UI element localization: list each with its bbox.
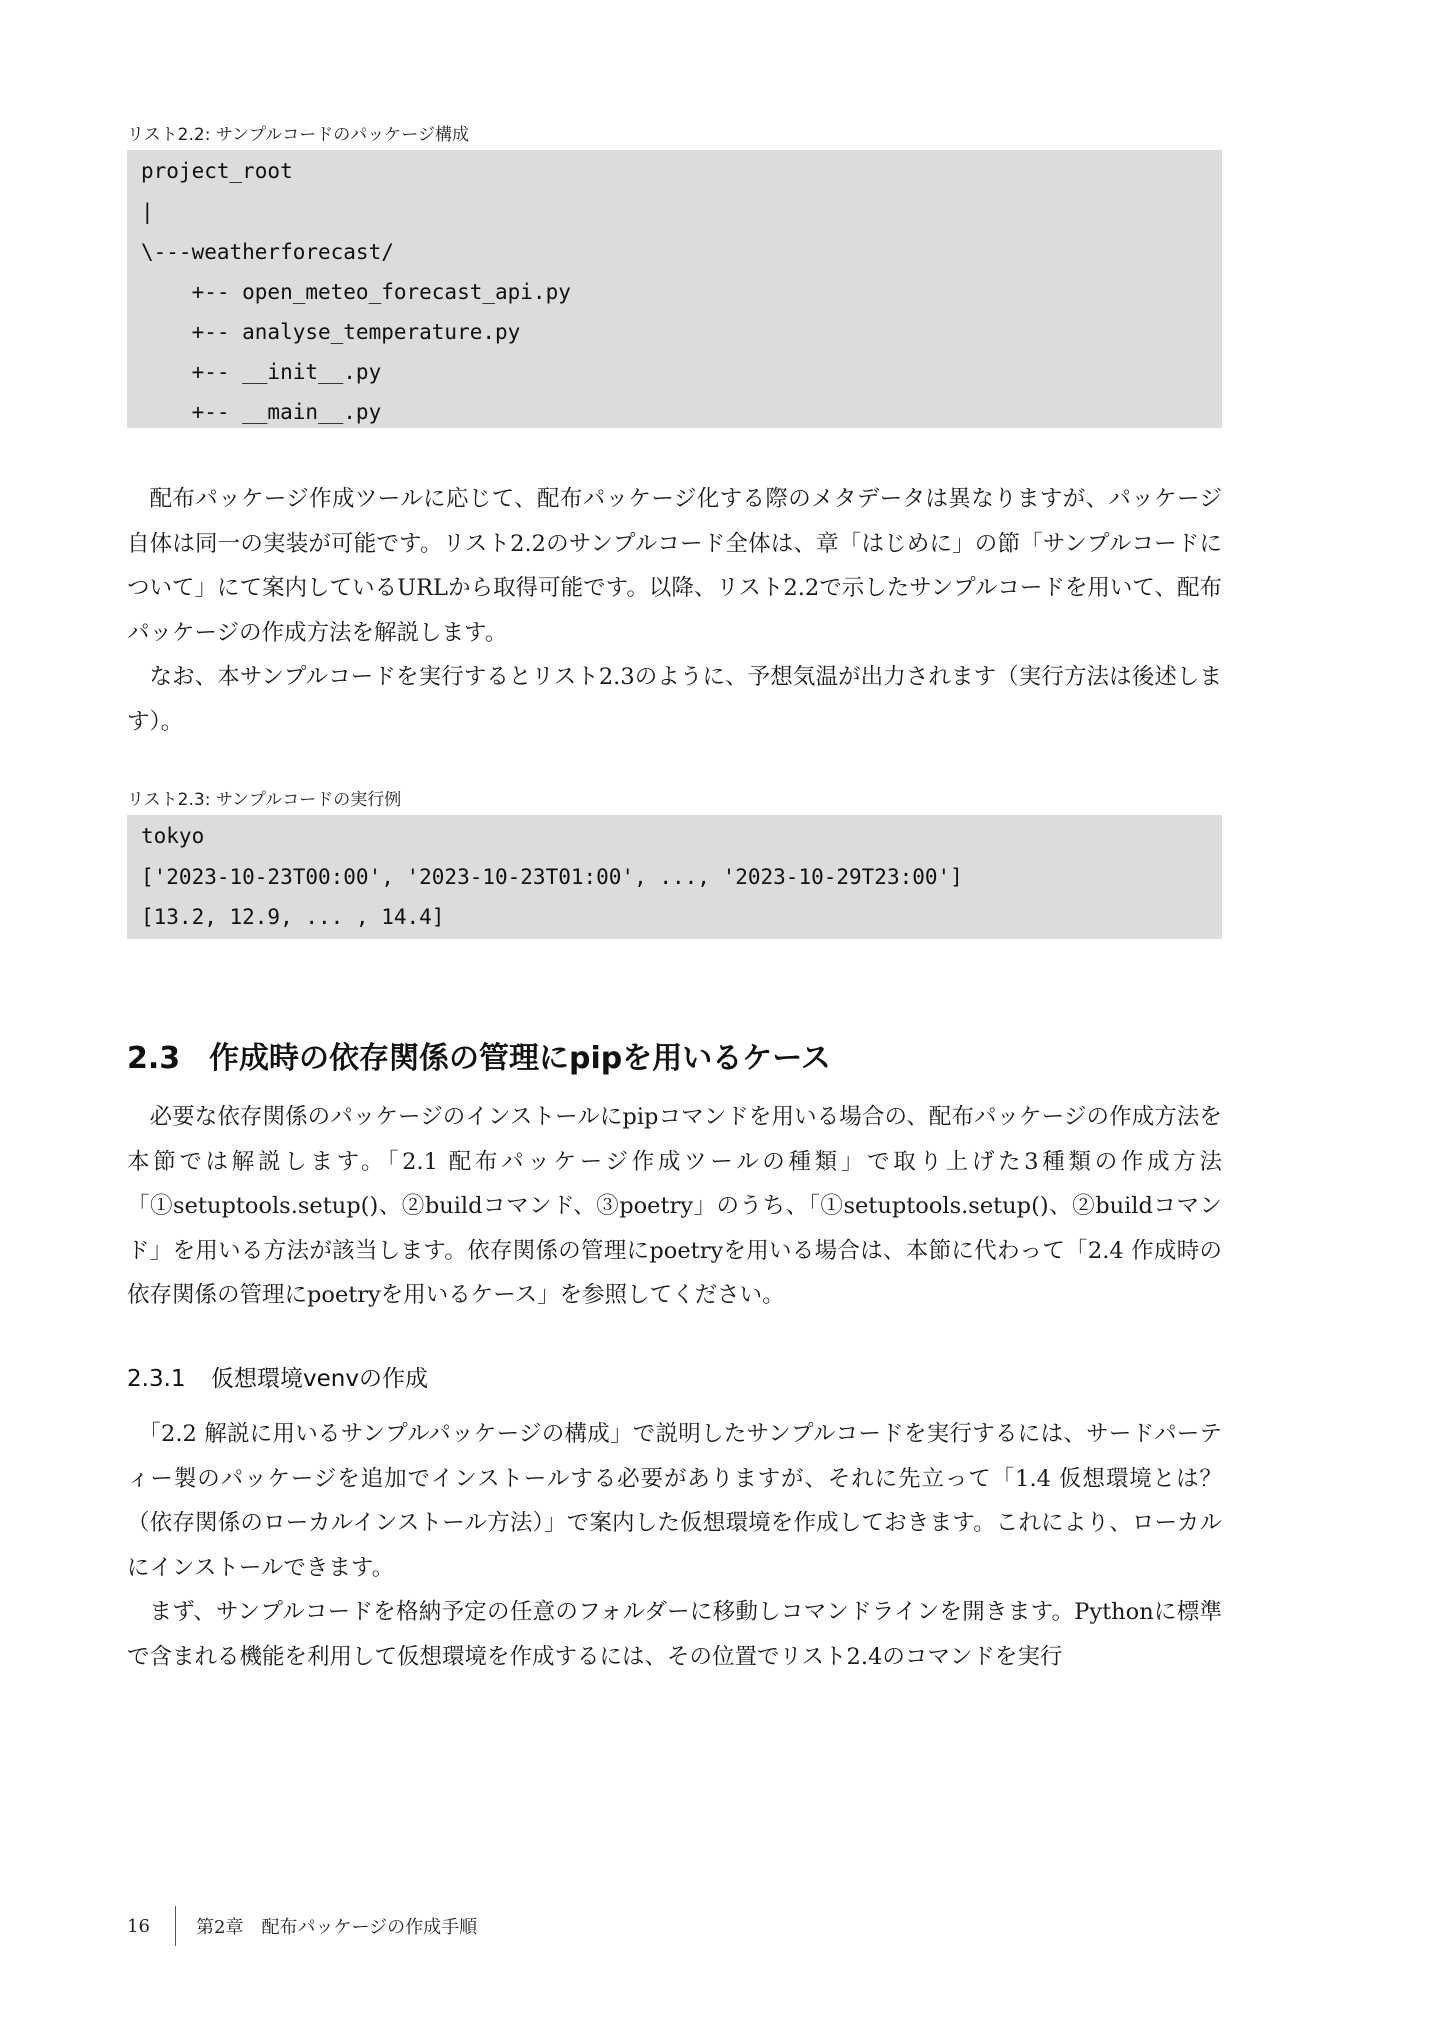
paragraph: なお、本サンプルコードを実行するとリスト2.3のように、予想気温が出力されます（実行方法は後述します）。 [127, 664, 1222, 735]
subsection-number: 2.3.1 [127, 1366, 186, 1392]
listing-2-2-caption: リスト2.2: サンプルコードのパッケージ構成 [127, 125, 469, 145]
subsection-heading [127, 1360, 428, 1393]
code-line: +-- analyse_temperature.py [141, 320, 521, 344]
code-line: \---weatherforecast/ [141, 240, 394, 264]
listing-2-3-code [127, 815, 1222, 939]
listing-2-3-caption: リスト2.3: サンプルコードの実行例 [127, 790, 402, 810]
code-line: tokyo [141, 824, 205, 848]
paragraph: 「2.2 解説に用いるサンプルパッケージの構成」で説明したサンプルコードを実行するには、サードパーティー製のパッケージを追加でインストールする必要がありますが、それに先立って「1.4 仮想環境とは？（依存関係のローカルインストール方法）」で案内した仮想環境を作成しておきます。これにより、ローカルにインストールできます。 [127, 1421, 1222, 1581]
paragraph: 必要な依存関係のパッケージのインストールにpipコマンドを用いる場合の、配布パッケージの作成方法を本節では解説します。「2.1 配布パッケージ作成ツールの種類」で取り上げた3種類の作成方法「①setuptools.setup()、②buildコマンド、③poetry」のうち、「①setuptools.setup()、②buildコマンド」を用いる方法が該当します。依存関係の管理にpoetryを用いる場合は、本節に代わって「2.4 作成時の依存関係の管理にpoetryを用いるケース」を参照してください。 [127, 1104, 1222, 1308]
section-title: 作成時の依存関係の管理にpipを用いるケース [209, 1041, 831, 1076]
section-number: 2.3 [127, 1041, 181, 1076]
paragraph: 配布パッケージ作成ツールに応じて、配布パッケージ化する際のメタデータは異なりますが、パッケージ自体は同一の実装が可能です。リスト2.2のサンプルコード全体は、章「はじめに」の節「サンプルコードについて」にて案内しているURLから取得可能です。以降、リスト2.2で示したサンプルコードを用いて、配布パッケージの作成方法を解説します。 [127, 486, 1222, 646]
code-line: ['2023-10-23T00:00', '2023-10-23T01:00', ..., '2023-10-29T23:00'] [141, 865, 963, 889]
code-line: +-- __init__.py [141, 360, 382, 384]
code-line: [13.2, 12.9, ... , 14.4] [141, 905, 445, 929]
footer-divider [175, 1906, 176, 1946]
code-line: project_root [141, 159, 293, 183]
running-header-chapter: 第2章 配布パッケージの作成手順 [196, 1917, 478, 1938]
listing-2-2-code [127, 150, 1222, 428]
code-line: +-- open_meteo_forecast_api.py [141, 280, 571, 304]
code-line: +-- __main__.py [141, 400, 382, 424]
paragraph: まず、サンプルコードを格納予定の任意のフォルダーに移動しコマンドラインを開きます。Pythonに標準で含まれる機能を利用して仮想環境を作成するには、その位置でリスト2.4のコマンドを実行 [127, 1599, 1222, 1670]
page-footer [127, 1906, 477, 1946]
page-number: 16 [127, 1915, 150, 1937]
section-body [127, 1095, 1222, 1318]
subsection-title: 仮想環境venvの作成 [211, 1366, 428, 1392]
code-line: | [141, 200, 154, 224]
body-text-1 [127, 477, 1222, 744]
section-heading [127, 1033, 831, 1077]
subsection-body [127, 1412, 1222, 1679]
